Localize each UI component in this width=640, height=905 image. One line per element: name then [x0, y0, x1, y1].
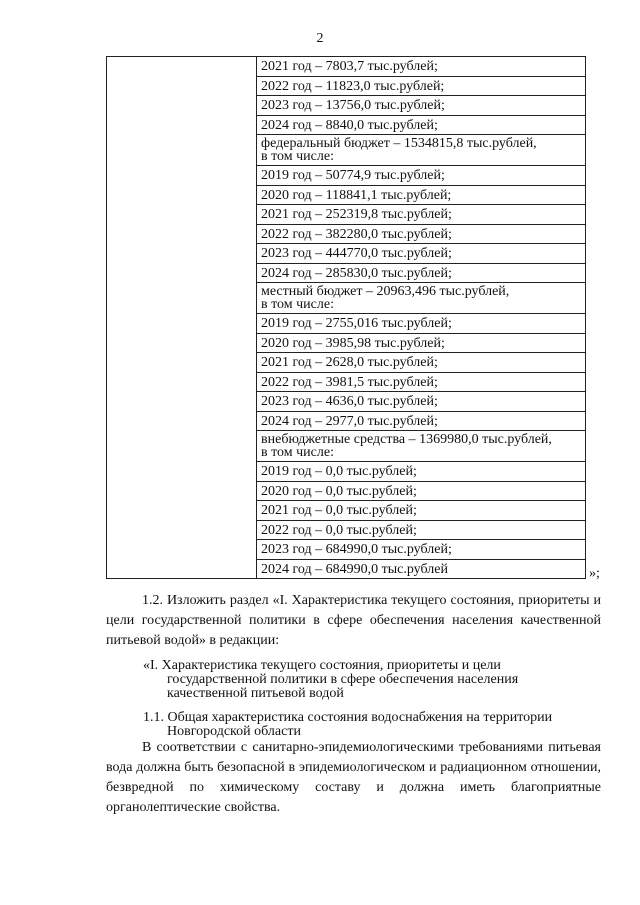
budget-line-cell: 2024 год – 285830,0 тыс.рублей;: [257, 263, 586, 283]
subsection-heading-line1: 1.1. Общая характеристика состояния водоснабжения на территории: [143, 710, 553, 725]
budget-line-cell: 2024 год – 684990,0 тыс.рублей: [257, 559, 586, 579]
budget-line-cell: местный бюджет – 20963,496 тыс.рублей, в том числе:: [257, 283, 586, 314]
budget-line-cell: федеральный бюджет – 1534815,8 тыс.рублей, в том числе:: [257, 135, 586, 166]
instruction-text: 1.2. Изложить раздел «I. Характеристика текущего состояния, приоритеты и цели государственной политики в сфере обеспечения населения качественной питьевой водой» в редакции:: [106, 593, 601, 648]
subsection-heading: [143, 711, 563, 739]
budget-row: [107, 57, 586, 77]
budget-line-cell: 2022 год – 3981,5 тыс.рублей;: [257, 372, 586, 392]
budget-line-cell: 2021 год – 2628,0 тыс.рублей;: [257, 353, 586, 373]
budget-table: [106, 56, 586, 579]
body-paragraph: [106, 738, 601, 818]
section-heading-line2: государственной политики в сфере обеспечения населения качественной питьевой водой: [167, 672, 519, 701]
budget-line-cell: 2021 год – 7803,7 тыс.рублей;: [257, 57, 586, 77]
budget-line-cell: 2023 год – 444770,0 тыс.рублей;: [257, 244, 586, 264]
budget-line-cell: 2021 год – 0,0 тыс.рублей;: [257, 501, 586, 521]
budget-line-cell: 2022 год – 382280,0 тыс.рублей;: [257, 224, 586, 244]
budget-line-cell: 2023 год – 4636,0 тыс.рублей;: [257, 392, 586, 412]
budget-line-cell: 2023 год – 13756,0 тыс.рублей;: [257, 96, 586, 116]
budget-line-cell: 2021 год – 252319,8 тыс.рублей;: [257, 205, 586, 225]
budget-line-cell: 2022 год – 11823,0 тыс.рублей;: [257, 76, 586, 96]
budget-line-cell: 2022 год – 0,0 тыс.рублей;: [257, 520, 586, 540]
instruction-paragraph: [106, 591, 601, 651]
budget-line-cell: 2024 год – 8840,0 тыс.рублей;: [257, 115, 586, 135]
closing-quote-mark: »;: [589, 566, 600, 581]
body-paragraph-text: В соответствии с санитарно-эпидемиологическими требованиями питьевая вода должна быть безопасной в эпидемиологическом и радиационном отношении, безвредной по химическому составу и должна иметь благоприятные органолептические свойства.: [106, 740, 601, 815]
budget-line-cell: 2024 год – 2977,0 тыс.рублей;: [257, 411, 586, 431]
empty-label-cell: [107, 57, 257, 579]
budget-line-cell: 2020 год – 0,0 тыс.рублей;: [257, 481, 586, 501]
section-heading-line1: «I. Характеристика текущего состояния, приоритеты и цели: [143, 658, 501, 673]
budget-line-cell: внебюджетные средства – 1369980,0 тыс.рублей, в том числе:: [257, 431, 586, 462]
budget-line-cell: 2023 год – 684990,0 тыс.рублей;: [257, 540, 586, 560]
page-number: 2: [316, 31, 324, 46]
budget-line-cell: 2019 год – 2755,016 тыс.рублей;: [257, 314, 586, 334]
budget-line-cell: 2020 год – 118841,1 тыс.рублей;: [257, 185, 586, 205]
budget-line-cell: 2019 год – 0,0 тыс.рублей;: [257, 462, 586, 482]
section-heading: [143, 659, 563, 701]
subsection-heading-line2: Новгородской области: [167, 724, 301, 739]
budget-line-cell: 2019 год – 50774,9 тыс.рублей;: [257, 166, 586, 186]
budget-line-cell: 2020 год – 3985,98 тыс.рублей;: [257, 333, 586, 353]
